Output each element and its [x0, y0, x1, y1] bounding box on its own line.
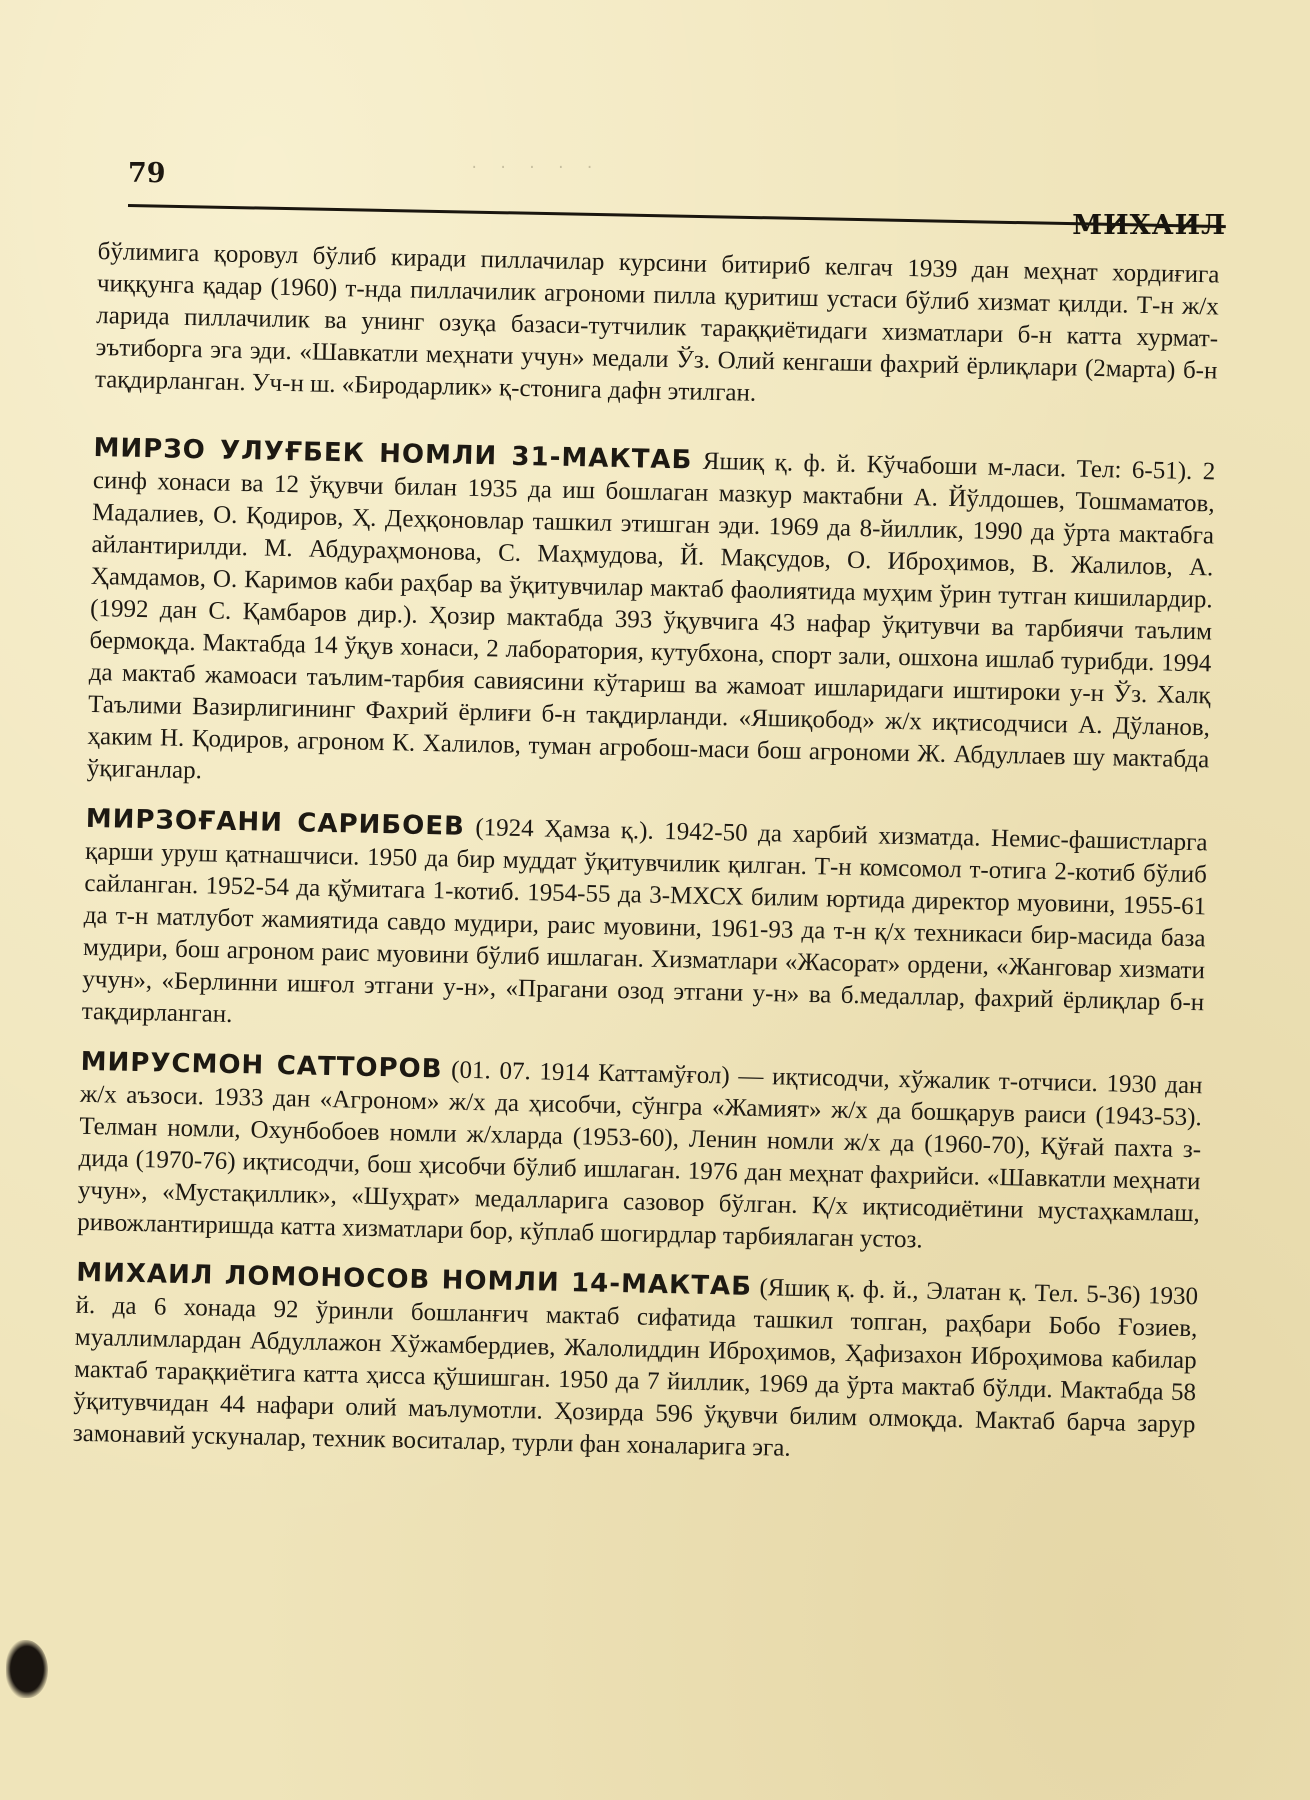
entry-mirzo-ulugbek-school: [87, 432, 1216, 808]
entry-headword: МИРУСМОН САТТОРОВ: [80, 1046, 443, 1085]
header-rule: [128, 204, 1226, 228]
entry-continuation: [95, 236, 1220, 419]
entry-text: бўлимига қоровул бўлиб киради пиллачилар курсини битириб келгач 1939 дан меҳнат хордиғига чиққунга қадар (1960) т-нда пиллачилик агрономи пилла қуритиш устаси бўлиб хизмат қилди. Т-н ж/х ларида пиллачилик ва унинг озуқа базаси-тутчилик тараққиётидаги хизматлари б-н катта хурмат-эътиборга эга эди. «Шавкатли меҳнати учун» медали Ўз. Олий кенгаши фахрий ёрлиқлари (2марта) б-н тақдирланган. Уч-н ш. «Биродарлик» қ-стонига дафн этилган.: [94, 237, 1220, 407]
page-number: 79: [128, 158, 166, 189]
entry-mirusmon-sattorov: [77, 1046, 1203, 1262]
entry-mikhail-lomonosov-school: [73, 1257, 1199, 1473]
entries-column: [72, 236, 1220, 1491]
ink-blot: [6, 1640, 48, 1698]
entry-headword: МИРЗО УЛУҒБЕК НОМЛИ 31-МАКТАБ: [93, 432, 693, 476]
entry-headword: МИХАИЛ ЛОМОНОСОВ НОМЛИ 14-МАКТАБ: [75, 1257, 753, 1302]
running-head: МИХАИЛ: [1072, 210, 1226, 241]
entry-headword: МИРЗОҒАНИ САРИБОЕВ: [85, 803, 466, 842]
faint-bleed-through: · · · · ·: [470, 160, 600, 176]
entry-text: (Яшиқ қ. ф. й., Элатан қ. Тел. 5-36) 1930 й. да 6 хонада 92 ўринли бошланғич мактаб сифатида ташкил топган, раҳбари Бобо Ғозиев, муаллимлардан Абдуллажон Хўжамбердиев, Жалолиддин Иброҳимов, Ҳафизахон Иброҳимова кабилар мактаб тараққиётига катта ҳисса қўшишган. 1950 да 7 йиллик, 1969 да ўрта мактаб бўлди. Мактабда 58 ўқитувчидан 44 нафари олий маълумотли. Ҳозирда 596 ўқувчи билим олмоқда. Мактаб барча зарур замонавий ускуналар, техник воситалар, турли фан хоналарига эга.: [72, 1274, 1199, 1462]
entry-text: (01. 07. 1914 Каттамўғол) — иқтисодчи, хўжалик т-отчиси. 1930 дан ж/х аъзоси. 1933 дан «Агроном» ж/х да ҳисобчи, сўнгра «Жамият» ж/х да бошқарув раиси (1943-53). Телман номли, Охунбобоев номли ж/хларда (1953-60), Ленин номли ж/х да (1960-70), Қўғай пахта з-дида (1970-76) иқтисодчи, бош ҳисобчи бўлиб ишлаган. 1976 дан меҳнат фахрийси. «Шавкатли меҳнати учун», «Мустақиллик», «Шуҳрат» медалларига сазовор бўлган. Қ/х иқтисодиётини мустаҳкамлаш, ривожлантиришда катта хизматлари бор, кўплаб шогирдлар тарбиялаган устоз.: [77, 1056, 1203, 1254]
entry-text: Яшиқ қ. ф. й. Кўчабоши м-ласи. Тел: 6-51). 2 синф хонаси ва 12 ўқувчи билан 1935 да иш бошлаган мазкур мактабни А. Йўлдошев, Тошмаматов, Мадалиев, О. Қодиров, Ҳ. Деҳқоновлар ташкил этишган эди. 1969 да 8-йиллик, 1990 да ўрта мактабга айлантирилди. М. Абдураҳмонова, С. Маҳмудова, Й. Мақсудов, О. Иброҳимов, В. Жалилов, А. Ҳамдамов, О. Каримов каби раҳбар ва ўқитувчилар мактаб фаолиятида муҳим ўрин тутган кишилардир. (1992 дан С. Қамбаров дир.). Ҳозир мактабда 393 ўқувчига 43 нафар ўқитувчи ва тарбиячи таълим бермоқда. Мактабда 14 ўқув хонаси, 2 лаборатория, кутубхона, спорт зали, ошхона ишлаб турибди. 1994 да мактаб жамоаси таълим-тарбия савиясини кўтариш ва жамоат ишларидаги иштироки у-н Ўз. Халқ Таълими Вазирлигининг Фахрий ёрлиғи б-н тақдирланди. «Яшиқобод» ж/х иқтисодчиси А. Дўланов, ҳаким Н. Қодиров, агроном К. Халилов, туман агробош-маси бош агрономи Ж. Абдуллаев шу мактабда ўқиганлар.: [86, 447, 1216, 785]
entry-mirzogani-sariboev: [81, 803, 1207, 1051]
entry-text: (1924 Ҳамза қ.). 1942-50 да харбий хизматда. Немис-фашистларга қарши уруш қатнашчиси. 1950 да бир муддат ўқитувчилик қилган. Т-н комсомол т-отига 2-котиб бўлиб сайланган. 1952-54 да қўмитага 1-котиб. 1954-55 да 3-МХСХ билим юртида директор муовини, 1955-61 да т-н матлубот жамиятида савдо мудири, раис муовини, 1961-93 да т-н қ/х техникаси бир-масида база мудири, бош агроном раис муовини бўлиб ишлаган. Хизматлари «Жасорат» ордени, «Жанговар хизмати учун», «Берлинни ишғол этгани у-н», «Прагани озод этгани у-н» ва б.медаллар, фахрий ёрлиқлар б-н тақдирланган.: [81, 814, 1208, 1028]
